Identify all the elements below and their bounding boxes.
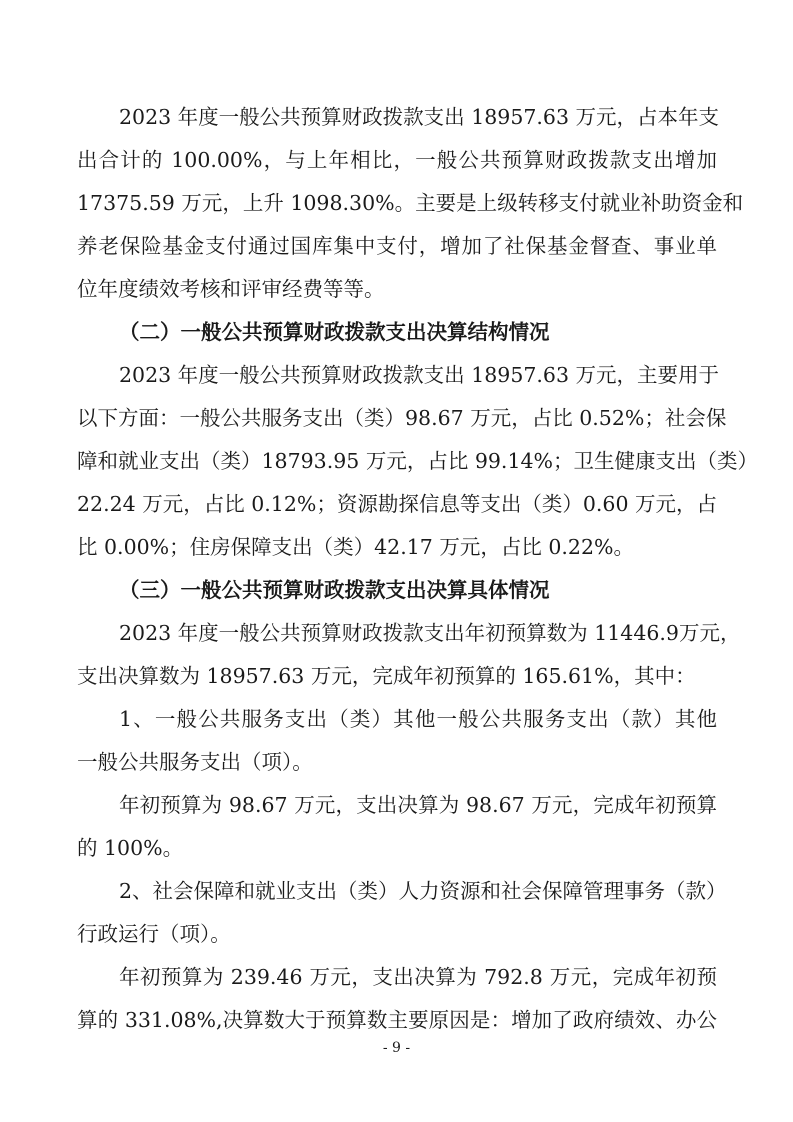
- paragraph-1-line-1: 2023 年度一般公共预算财政拨款支出 18957.63 万元，占本年支: [119, 105, 720, 129]
- item-1-line-1: 1、一般公共服务支出（类）其他一般公共服务支出（款）其他: [119, 707, 717, 731]
- item-2-detail-line-2: 算的 331.08%,决算数大于预算数主要原因是：增加了政府绩效、办公: [77, 1008, 717, 1032]
- item-1-detail-line-1: 年初预算为 98.67 万元，支出决算为 98.67 万元，完成年初预算: [119, 793, 717, 817]
- paragraph-2-line-4: 22.24 万元，占比 0.12%；资源勘探信息等支出（类）0.60 万元，占: [77, 492, 718, 516]
- item-2-line-1: 2、社会保障和就业支出（类）人力资源和社会保障管理事务（款）: [119, 879, 727, 903]
- paragraph-1-line-2: 出合计的 100.00%，与上年相比，一般公共预算财政拨款支出增加: [77, 148, 717, 172]
- item-2-detail-line-1: 年初预算为 239.46 万元，支出决算为 792.8 万元，完成年初预: [119, 965, 717, 989]
- page-number: - 9 -: [382, 1040, 411, 1056]
- section-heading-3: （三）一般公共预算财政拨款支出决算具体情况: [119, 578, 550, 602]
- paragraph-1-line-4: 养老保险基金支付通过国库集中支付，增加了社保基金督查、事业单: [77, 234, 717, 258]
- paragraph-3-line-2: 支出决算数为 18957.63 万元，完成年初预算的 165.61%，其中：: [77, 664, 696, 688]
- item-1-detail-line-2: 的 100%。: [77, 836, 184, 860]
- item-1-line-2: 一般公共服务支出（项）。: [77, 750, 313, 774]
- paragraph-2-line-3: 障和就业支出（类）18793.95 万元，占比 99.14%；卫生健康支出（类）: [77, 449, 759, 473]
- paragraph-1-line-3: 17375.59 万元，上升 1098.30%。主要是上级转移支付就业补助资金和: [77, 191, 744, 215]
- paragraph-2-line-5: 比 0.00%；住房保障支出（类）42.17 万元，占比 0.22%。: [77, 535, 634, 559]
- paragraph-2-line-2: 以下方面：一般公共服务支出（类）98.67 万元，占比 0.52%；社会保: [77, 406, 727, 430]
- paragraph-2-line-1: 2023 年度一般公共预算财政拨款支出 18957.63 万元，主要用于: [119, 363, 720, 387]
- paragraph-1-line-5: 位年度绩效考核和评审经费等等。: [77, 277, 385, 301]
- section-heading-2: （二）一般公共预算财政拨款支出决算结构情况: [119, 320, 550, 344]
- item-2-line-2: 行政运行（项）。: [77, 922, 231, 946]
- paragraph-3-line-1: 2023 年度一般公共预算财政拨款支出年初预算数为 11446.9万元，: [119, 621, 741, 645]
